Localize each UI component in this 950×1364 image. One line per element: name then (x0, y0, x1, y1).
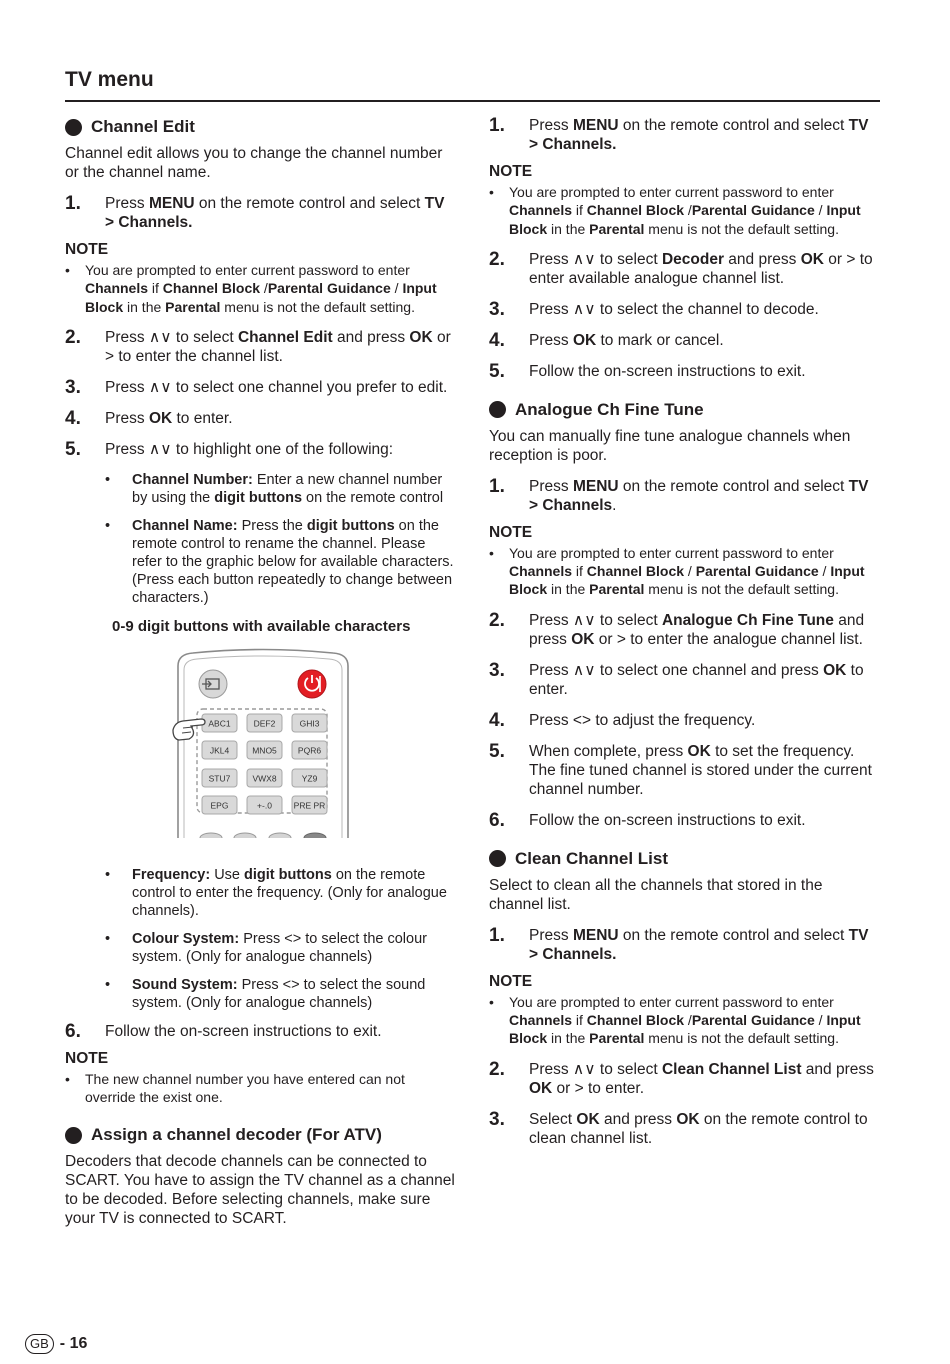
note-bullet: • (65, 262, 70, 278)
text: on the remote control to clean channel list. (529, 1110, 868, 1147)
sub-bullet: • (105, 517, 111, 534)
fine-tune-heading (489, 399, 879, 421)
text: You are prompted to enter current password to enter (85, 262, 410, 278)
sub-item-colour-system (105, 930, 455, 966)
step-6 (65, 1022, 455, 1041)
title-divider (65, 100, 880, 102)
remote-svg (65, 648, 455, 838)
text: or > to enter available analogue channel list. (529, 250, 873, 287)
text: . (612, 496, 617, 514)
note-item (489, 993, 879, 1048)
note-item (489, 183, 879, 238)
text: / (684, 202, 692, 219)
clean-step-2 (489, 1060, 879, 1098)
fine-tune-step-3 (489, 661, 879, 699)
text: in the (547, 581, 590, 598)
text-bold: TV > Channels (529, 477, 869, 514)
note-bullet: • (65, 1070, 70, 1087)
note-title: NOTE (489, 523, 533, 541)
text: Enter a new channel number by using the (132, 471, 443, 506)
text: on the remote control and select (194, 195, 425, 212)
text: Press ∧∨ to select (529, 1060, 662, 1078)
heading-text: Clean Channel List (515, 848, 669, 868)
text: if (148, 280, 163, 297)
step-2 (65, 328, 455, 366)
note-title: NOTE (489, 972, 533, 990)
text-bold: MENU (572, 926, 619, 944)
text: You are prompted to enter current password to enter (509, 993, 834, 1010)
decoder-step-1 (489, 116, 879, 154)
text-bold: Channel Edit (237, 328, 333, 346)
text: and press (599, 1110, 677, 1128)
text: on the remote control and select (618, 477, 849, 495)
sub-bullet: • (105, 471, 111, 488)
text: When complete, press (529, 742, 688, 760)
text: menu is not the default setting. (644, 220, 839, 237)
text: Press <> to select the colour system. (Only for analogue channels) (132, 930, 427, 965)
text-bold: OK (800, 250, 824, 268)
clean-step-1 (489, 926, 879, 964)
text: or > to enter. (552, 1079, 645, 1097)
section-bullet-icon (489, 401, 506, 418)
text: on the remote control and select (618, 117, 849, 134)
step-text (529, 1060, 879, 1098)
text: menu is not the default setting. (644, 581, 839, 598)
step-number: 6. (489, 809, 505, 831)
decoder-step-2 (489, 250, 879, 288)
fine-tune-step-6 (489, 811, 879, 830)
text-bold: Input Block (85, 280, 437, 315)
step-5 (65, 440, 455, 459)
step-number: 3. (489, 1108, 505, 1130)
step-1 (65, 194, 455, 232)
text: to enter. (172, 409, 233, 427)
text-bold: Input Block (509, 1012, 861, 1047)
left-column (65, 116, 455, 1240)
text-bold: Input Block (509, 563, 865, 598)
text-bold: Channels (509, 1012, 573, 1029)
note-text (509, 544, 879, 599)
text-bold: digit buttons (306, 517, 395, 534)
step-text (529, 661, 879, 699)
channel-edit-intro: Channel edit allows you to change the channel number or the channel name. (65, 145, 443, 181)
text-bold: Channel Block (586, 563, 685, 580)
text-bold: Channel Block (586, 202, 685, 219)
text-bold: Parental (589, 1030, 645, 1047)
text: Press ∧∨ to select (105, 328, 238, 346)
text: / (814, 202, 827, 219)
note-bullet: • (489, 993, 494, 1010)
text-bold: MENU (148, 195, 195, 212)
text: Press (529, 117, 573, 134)
step-number: 1. (489, 475, 505, 497)
step-number: 5. (489, 360, 505, 382)
text: You are prompted to enter current password to enter (509, 544, 834, 561)
power-icon (298, 670, 326, 698)
text-bold: Channels (509, 202, 573, 219)
text: and press (332, 328, 410, 346)
digit-key-label: DEF2 (253, 718, 276, 729)
step-number: 1. (65, 193, 81, 214)
digit-key-label: +-.0 (257, 800, 272, 811)
step-3 (65, 378, 455, 397)
assign-decoder-intro: Decoders that decode channels can be connected to SCART. You have to assign the TV channel as a channel to be decoded. Before selecting channels, make sure your TV is connected to SCART. (65, 1153, 455, 1228)
step-text (529, 1110, 879, 1148)
text-bold: Parental Guidance (267, 280, 391, 297)
fine-tune-intro: You can manually fine tune analogue channels when reception is poor. (489, 427, 851, 464)
region-badge: GB (25, 1334, 54, 1354)
step-number: 2. (65, 326, 81, 348)
text-bold: Parental (589, 581, 645, 598)
sub-text (132, 930, 455, 966)
fine-tune-step-5 (489, 742, 879, 799)
text-bold: TV > Channels. (529, 117, 869, 153)
channel-edit-heading (65, 116, 455, 138)
text-bold: Decoder (661, 250, 724, 268)
text-bold: digit buttons (214, 489, 303, 506)
text: on the remote control to enter the frequency. (Only for analogue channels). (132, 866, 447, 919)
text: Press ∧∨ to select (529, 611, 662, 629)
note-item (65, 261, 455, 316)
note-item (65, 1070, 455, 1107)
digit-key-label: MNO5 (252, 745, 277, 756)
text-bold: Parental (165, 298, 221, 315)
text-bold: TV > Channels. (105, 195, 445, 231)
text: menu is not the default setting. (644, 1030, 839, 1047)
fine-tune-step-4 (489, 711, 879, 730)
step-number: 2. (489, 1058, 505, 1080)
section-bullet-icon (65, 119, 82, 136)
text: to enter. (529, 661, 864, 698)
step-number: 4. (489, 709, 505, 731)
text-bold: OK (148, 409, 173, 427)
text: Press (105, 409, 149, 427)
text-bold: Channel Block (162, 280, 261, 297)
text: or > to enter the analogue channel list. (594, 630, 863, 648)
digit-key-label: YZ9 (301, 773, 318, 784)
text: and press (801, 1060, 874, 1078)
page-number: - 16 (59, 1335, 88, 1352)
step-text: Follow the on-screen instructions to exit. (529, 362, 806, 380)
text-bold: Frequency: (132, 866, 211, 883)
note-bullet: • (489, 544, 494, 561)
text: Press (529, 926, 573, 944)
note-text: The new channel number you have entered can not override the exist one. (85, 1070, 405, 1106)
text-bold: Parental (589, 220, 645, 237)
step-number: 5. (489, 740, 505, 762)
text-bold: Channels (85, 280, 149, 297)
text: Press (529, 331, 573, 349)
text-bold: Sound System: (132, 976, 238, 993)
note-text (509, 183, 879, 238)
step-number: 6. (65, 1020, 81, 1042)
text: / (814, 1012, 827, 1029)
text: Press <> to select the sound system. (Only for analogue channels) (132, 976, 426, 1011)
text-bold: OK (529, 1079, 553, 1097)
text: Select (529, 1110, 577, 1128)
text-bold: OK (676, 1110, 700, 1128)
text: Press (105, 195, 149, 212)
digit-key-label: PQR6 (297, 745, 322, 756)
text-bold: Colour System: (132, 930, 240, 947)
heading-text: Analogue Ch Fine Tune (515, 399, 704, 419)
clean-list-intro: Select to clean all the channels that stored in the channel list. (489, 876, 823, 913)
text: on the remote control to rename the channel. Please refer to the graphic below for available characters. (Press each button repeatedly to change between characters.) (132, 517, 454, 606)
text-bold: Channels (509, 563, 573, 580)
text-bold: Channel Number: (132, 471, 253, 488)
text: / (390, 280, 403, 297)
text: or > to enter the channel list. (105, 328, 451, 365)
page-footer (25, 1334, 87, 1354)
text: / (260, 280, 268, 297)
heading-text: Channel Edit (91, 117, 195, 136)
text: Press (529, 477, 573, 495)
step-4 (65, 409, 455, 428)
sub-bullet: • (105, 866, 111, 883)
right-column (489, 116, 879, 1160)
section-bullet-icon (489, 850, 506, 867)
sub-bullet: • (105, 976, 111, 993)
text: and press (529, 611, 865, 648)
step-number: 4. (65, 407, 81, 429)
step-number: 3. (65, 376, 81, 398)
step-text (529, 116, 879, 154)
sub-bullet: • (105, 930, 111, 947)
decoder-step-3 (489, 300, 879, 319)
sub-text (132, 471, 455, 507)
text-bold: Analogue Ch Fine Tune (661, 611, 834, 629)
digit-key-label: STU7 (208, 773, 231, 784)
text: You are prompted to enter current password to enter (509, 184, 834, 200)
digit-key-label: ABC1 (208, 718, 231, 729)
text: to set the frequency. The fine tuned channel is stored under the current channel number. (529, 742, 872, 798)
text-bold: OK (687, 742, 711, 760)
fine-tune-step-2 (489, 611, 879, 649)
digit-key-label: GHI3 (299, 718, 320, 729)
text: on the remote control (302, 489, 444, 506)
sub-item-channel-number (105, 471, 455, 507)
sub-item-channel-name (105, 517, 455, 607)
page-title: TV menu (65, 68, 154, 91)
text: / (684, 1012, 692, 1029)
note-text (509, 993, 879, 1048)
note-title: NOTE (65, 241, 109, 258)
remote-illustration (65, 648, 455, 838)
step-text (529, 477, 879, 515)
sub-text (132, 866, 455, 920)
sub-item-sound-system (105, 976, 455, 1012)
note-item (489, 544, 879, 599)
text-bold: digit buttons (244, 866, 332, 883)
digit-key-label: PRE PR (293, 800, 326, 811)
remote-caption: 0-9 digit buttons with available characters (112, 617, 411, 635)
sub-text (132, 976, 455, 1012)
decoder-step-4 (489, 331, 879, 350)
step-text: Follow the on-screen instructions to exit. (529, 811, 806, 829)
digit-key-label: VWX8 (252, 773, 277, 784)
text: / (818, 563, 831, 580)
sub-text (132, 517, 455, 607)
step-text (529, 611, 879, 649)
note-bullet: • (489, 184, 494, 200)
decoder-step-5 (489, 362, 879, 381)
step-text (105, 409, 455, 428)
section-bullet-icon (65, 1127, 82, 1144)
text: Use (210, 866, 245, 883)
step-number: 4. (489, 329, 505, 351)
step-text (529, 331, 879, 350)
step-text: Follow the on-screen instructions to exit. (105, 1022, 382, 1040)
text-bold: OK (572, 331, 597, 349)
text-bold: MENU (572, 117, 619, 134)
text-bold: Input Block (509, 202, 861, 237)
step-number: 1. (489, 924, 505, 946)
step-number: 3. (489, 298, 505, 320)
step-text (529, 926, 879, 964)
text-bold: Channel Name: (132, 517, 238, 534)
text: if (572, 1012, 587, 1029)
clean-step-3 (489, 1110, 879, 1148)
text: Press ∧∨ to select (529, 250, 662, 268)
step-number: 5. (65, 438, 81, 460)
fine-tune-step-1 (489, 477, 879, 515)
note-text (85, 261, 455, 316)
text: in the (547, 220, 590, 237)
step-text (105, 194, 455, 232)
text-bold: TV > Channels. (529, 926, 869, 963)
text: menu is not the default setting. (220, 298, 415, 315)
step-text (529, 250, 879, 288)
text-bold: OK (576, 1110, 600, 1128)
text: on the remote control and select (618, 926, 849, 944)
text: to mark or cancel. (596, 331, 724, 349)
text: in the (547, 1030, 590, 1047)
text-bold: OK (571, 630, 595, 648)
text: Press ∧∨ to select one channel and press (529, 661, 824, 679)
step-number: 1. (489, 115, 505, 136)
digit-key-label: JKL4 (209, 745, 230, 756)
text-bold: Parental Guidance (695, 563, 819, 580)
text-bold: Clean Channel List (661, 1060, 802, 1078)
text: Press the (237, 517, 307, 534)
text: and press (724, 250, 801, 268)
step-text (529, 742, 879, 799)
text-bold: Parental Guidance (691, 1012, 815, 1029)
heading-text: Assign a channel decoder (For ATV) (91, 1125, 382, 1145)
step-text (105, 328, 455, 366)
step-text: Press ∧∨ to select one channel you prefer to edit. (105, 378, 448, 396)
step-text: Press ∧∨ to select the channel to decode. (529, 300, 819, 318)
step-number: 3. (489, 659, 505, 681)
text-bold: OK (409, 328, 433, 346)
step-text: Press <> to adjust the frequency. (529, 711, 756, 729)
step-number: 2. (489, 248, 505, 270)
assign-decoder-heading (65, 1124, 455, 1146)
text: / (684, 563, 696, 580)
sub-item-frequency (105, 866, 455, 920)
text-bold: MENU (572, 477, 619, 495)
digit-key-label: EPG (210, 800, 229, 811)
text: if (572, 202, 587, 219)
note-title: NOTE (65, 1049, 109, 1067)
note-title: NOTE (489, 163, 533, 180)
text: in the (123, 298, 166, 315)
text-bold: OK (823, 661, 847, 679)
step-text: Press ∧∨ to highlight one of the following: (105, 440, 394, 458)
text-bold: Channel Block (586, 1012, 685, 1029)
text: if (572, 563, 587, 580)
clean-list-heading (489, 848, 879, 870)
step-number: 2. (489, 609, 505, 631)
text-bold: Parental Guidance (691, 202, 815, 219)
